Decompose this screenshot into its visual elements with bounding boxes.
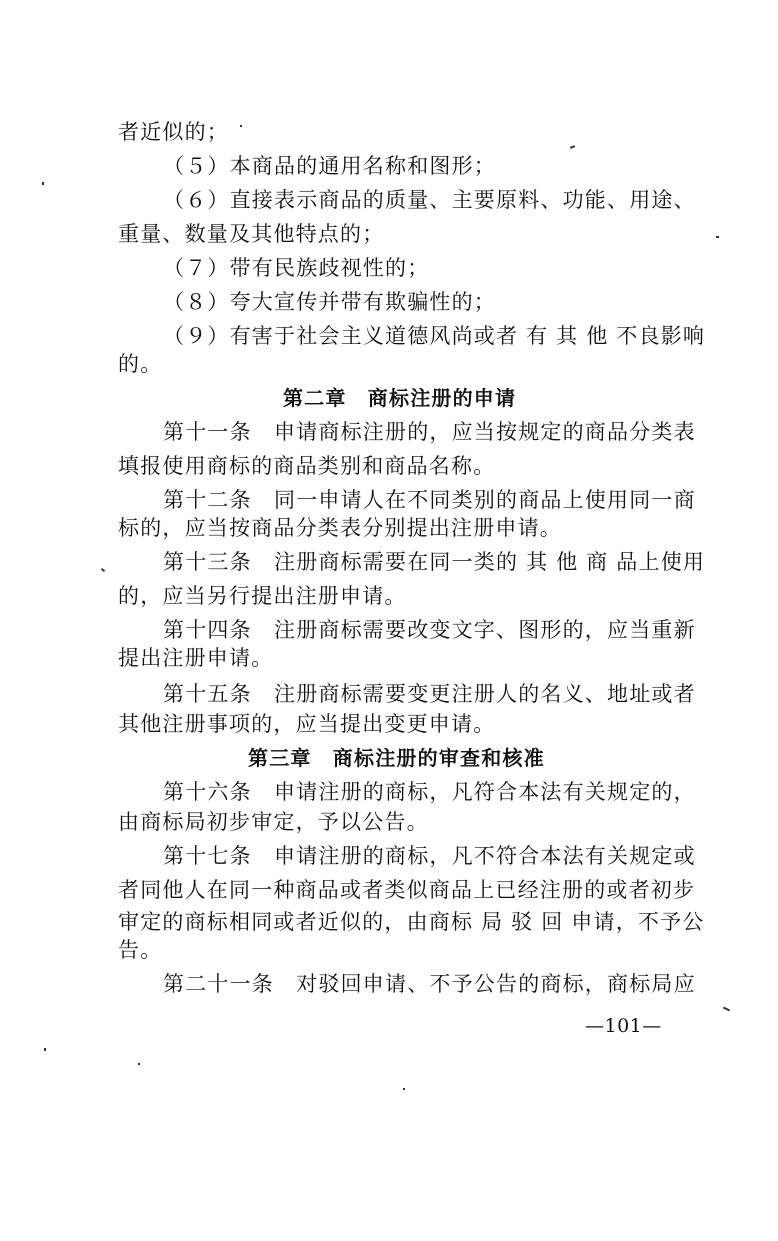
- text-line: （８）夸大宣传并带有欺骗性的；: [163, 290, 496, 314]
- text-line: 标的，应当按商品分类表分别提出注册申请。: [118, 516, 562, 540]
- scan-speck: [403, 1088, 405, 1090]
- scan-speck: [240, 125, 242, 127]
- text-line: 第十三条 注册商标需要在同一类的 其 他 商 品上使用: [163, 550, 706, 574]
- text-line: 第二十一条 对驳回申请、不予公告的商标，商标局应: [163, 972, 696, 996]
- text-line: 审定的商标相同或者近似的，由商标 局 驳 回 申请，不予公: [118, 910, 705, 934]
- text-line: 第十七条 申请注册的商标，凡不符合本法有关规定或: [163, 844, 696, 868]
- chapter-heading: 第三章 商标注册的审查和核准: [248, 746, 545, 770]
- text-line: 重量、数量及其他特点的；: [118, 222, 385, 246]
- text-line: 的，应当另行提出注册申请。: [118, 584, 407, 608]
- text-line: 的。: [118, 352, 163, 376]
- text-line: 提出注册申请。: [118, 646, 274, 670]
- text-line: （６）直接表示商品的质量、主要原料、功能、用途、: [163, 188, 696, 212]
- scan-speck: [101, 568, 105, 572]
- text-line: 者同他人在同一种商品或者类似商品上已经注册的或者初步: [118, 878, 696, 902]
- scan-speck: [42, 182, 44, 185]
- text-line: 第十四条 注册商标需要改变文字、图形的，应当重新: [163, 618, 696, 642]
- text-line: （５）本商品的通用名称和图形；: [163, 154, 496, 178]
- text-line: 填报使用商标的商品类别和商品名称。: [118, 454, 496, 478]
- text-line: （９）有害于社会主义道德风尚或者 有 其 他 不良影响: [163, 324, 706, 348]
- scan-speck: [716, 236, 719, 238]
- text-line: 由商标局初步审定，予以公告。: [118, 810, 429, 834]
- scan-speck: [138, 1063, 140, 1065]
- text-line: 第十一条 申请商标注册的，应当按规定的商品分类表: [163, 420, 696, 444]
- text-line: （７）带有民族歧视性的；: [163, 256, 430, 280]
- scan-speck: [44, 1048, 46, 1051]
- chapter-heading: 第二章 商标注册的申请: [283, 386, 517, 410]
- text-line: 第十六条 申请注册的商标，凡符合本法有关规定的，: [163, 780, 696, 804]
- text-line: 第十二条 同一申请人在不同类别的商品上使用同一商: [163, 488, 696, 512]
- page-number: —101—: [585, 1015, 662, 1037]
- text-line: 其他注册事项的，应当提出变更申请。: [118, 712, 496, 736]
- text-line: 第十五条 注册商标需要变更注册人的名义、地址或者: [163, 682, 696, 706]
- text-line: 告。: [118, 938, 163, 962]
- scan-speck: [723, 1007, 730, 1012]
- scan-speck: [570, 145, 575, 149]
- text-line: 者近似的；: [118, 120, 229, 144]
